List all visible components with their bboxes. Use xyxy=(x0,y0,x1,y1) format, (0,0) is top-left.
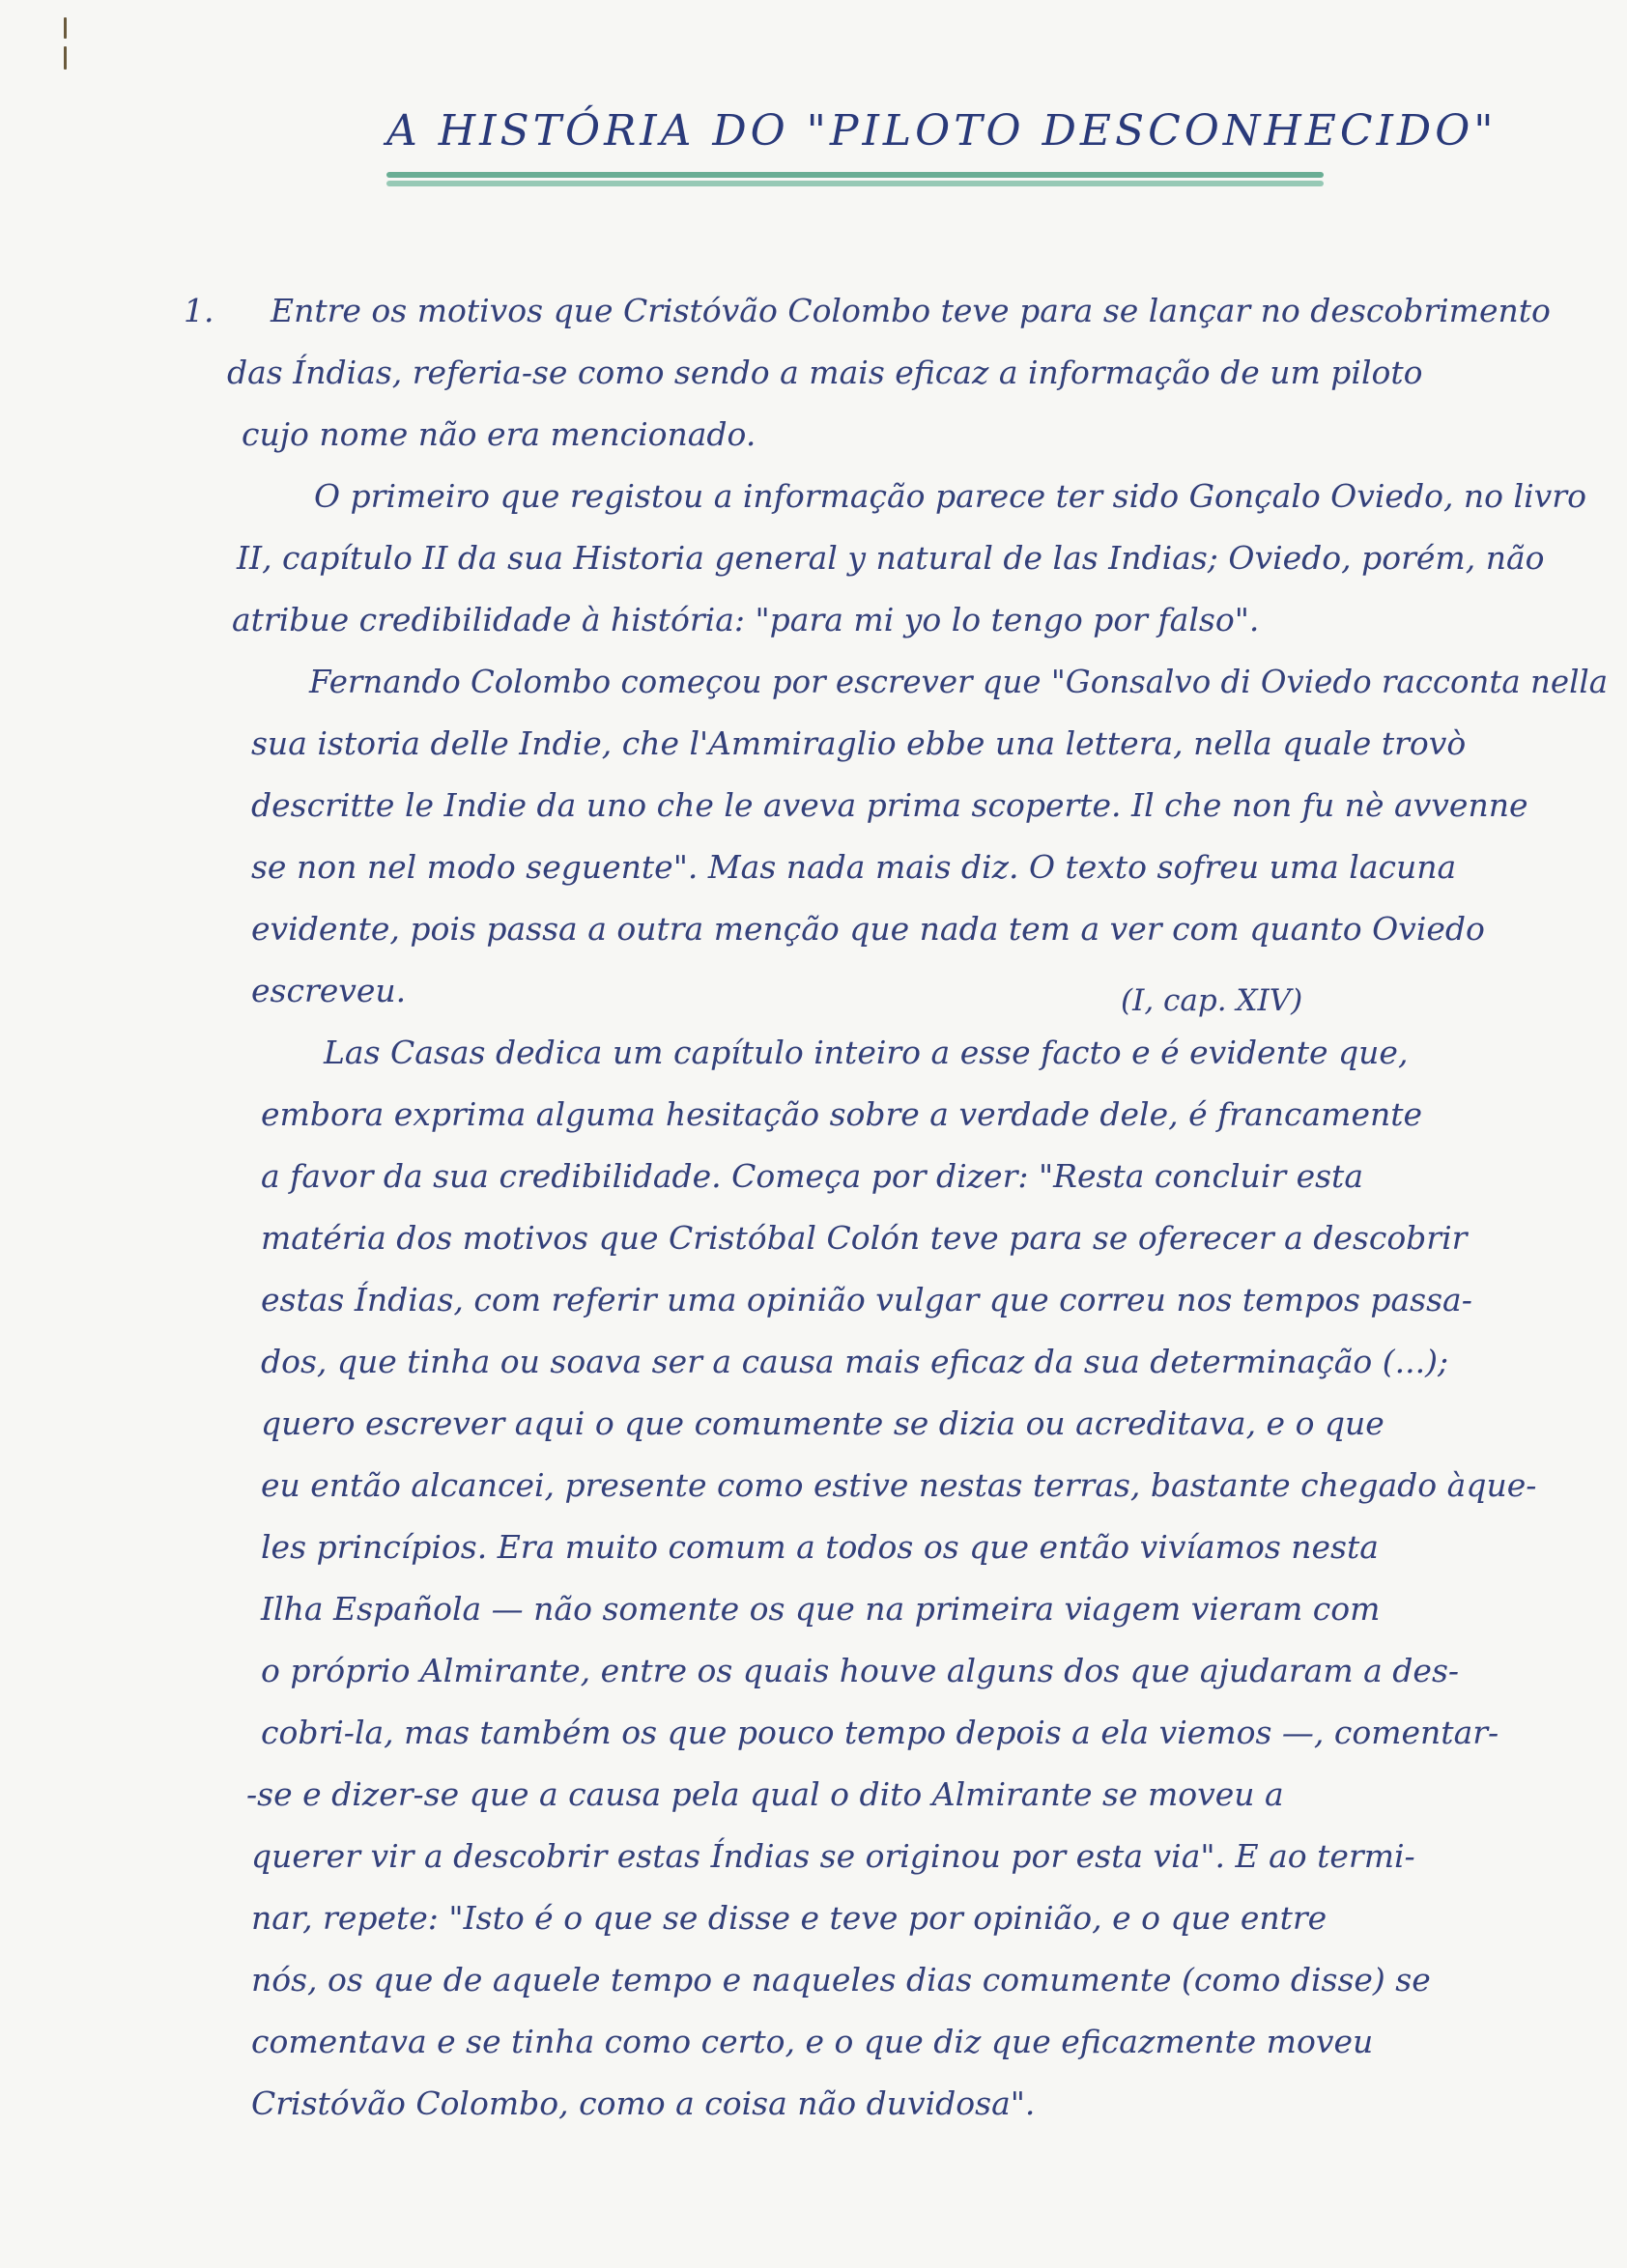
text-line: cobri-la, mas também os que pouco tempo depois a ela viemos —, comentar- xyxy=(261,1714,1499,1751)
text-line: Fernando Colombo começou por escrever que "Gonsalvo di Oviedo racconta nella xyxy=(309,663,1609,700)
text-line: sua istoria delle Indie, che l'Ammiraglio ebbe una lettera, nella quale trovò xyxy=(251,724,1467,762)
text-line: descritte le Indie da uno che le aveva prima scoperte. Il che non fu nè avvenne xyxy=(251,786,1528,824)
text-line: a favor da sua credibilidade. Começa por dizer: "Resta concluir esta xyxy=(261,1157,1363,1195)
text-line: se non nel modo seguente". Mas nada mais diz. O texto sofreu uma lacuna xyxy=(251,848,1457,886)
text-line: dos, que tinha ou soava ser a causa mais eficaz da sua determinação (...); xyxy=(261,1343,1449,1380)
text-line: matéria dos motivos que Cristóbal Colón teve para se oferecer a descobrir xyxy=(261,1219,1468,1257)
text-line: Cristóvão Colombo, como a coisa não duvidosa". xyxy=(251,2084,1036,2122)
text-line: evidente, pois passa a outra menção que nada tem a ver com quanto Oviedo xyxy=(251,910,1485,948)
text-line: eu então alcancei, presente como estive nestas terras, bastante chegado àque- xyxy=(261,1466,1537,1504)
text-line: O primeiro que registou a informação parece ter sido Gonçalo Oviedo, no livro xyxy=(314,477,1586,515)
text-line: -se e dizer-se que a causa pela qual o dito Almirante se moveu a xyxy=(246,1775,1284,1813)
text-line: quero escrever aqui o que comumente se dizia ou acreditava, e o que xyxy=(261,1404,1384,1442)
text-line: II, capítulo II da sua Historia general y natural de las Indias; Oviedo, porém, não xyxy=(237,539,1545,577)
text-line: estas Índias, com referir uma opinião vulgar que correu nos tempos passa- xyxy=(261,1281,1472,1318)
text-line: Ilha Española — não somente os que na primeira viagem vieram com xyxy=(261,1590,1381,1628)
page-title: A HISTÓRIA DO "PILOTO DESCONHECIDO" xyxy=(386,106,1498,156)
text-line: das Índias, referia-se como sendo a mais eficaz a informação de um piloto xyxy=(227,354,1423,391)
text-line: cujo nome não era mencionado. xyxy=(242,415,756,453)
insertion-note: (I, cap. XIV) xyxy=(1121,983,1303,1018)
text-line: nós, os que de aquele tempo e naqueles dias comumente (como disse) se xyxy=(251,1961,1431,1999)
text-line: escreveu. xyxy=(251,972,407,1009)
text-line: nar, repete: "Isto é o que se disse e teve por opinião, e o que entre xyxy=(251,1899,1327,1937)
line-text: Entre os motivos que Cristóvão Colombo teve para se lançar no descobrimento xyxy=(271,292,1551,329)
title-underline-2 xyxy=(386,181,1324,186)
text-line: embora exprima alguma hesitação sobre a verdade dele, é francamente xyxy=(261,1095,1423,1133)
text-line: les princípios. Era muito comum a todos os que então vivíamos nesta xyxy=(261,1528,1379,1566)
staple-top xyxy=(64,17,67,39)
text-line: atribue credibilidade à história: "para mi yo lo tengo por falso". xyxy=(232,601,1260,638)
staple-bottom xyxy=(64,46,67,70)
text-line: o próprio Almirante, entre os quais houve alguns dos que ajudaram a des- xyxy=(261,1652,1460,1689)
text-line: querer vir a descobrir estas Índias se originou por esta via". E ao termi- xyxy=(251,1837,1415,1875)
staple-mark xyxy=(62,17,68,71)
title-underline-1 xyxy=(386,172,1324,178)
text-line: Las Casas dedica um capítulo inteiro a esse facto e é evidente que, xyxy=(324,1034,1409,1071)
section-number: 1. xyxy=(184,292,214,329)
text-line xyxy=(184,290,1551,332)
text-line: comentava e se tinha como certo, e o que diz que eficazmente moveu xyxy=(251,2023,1374,2060)
